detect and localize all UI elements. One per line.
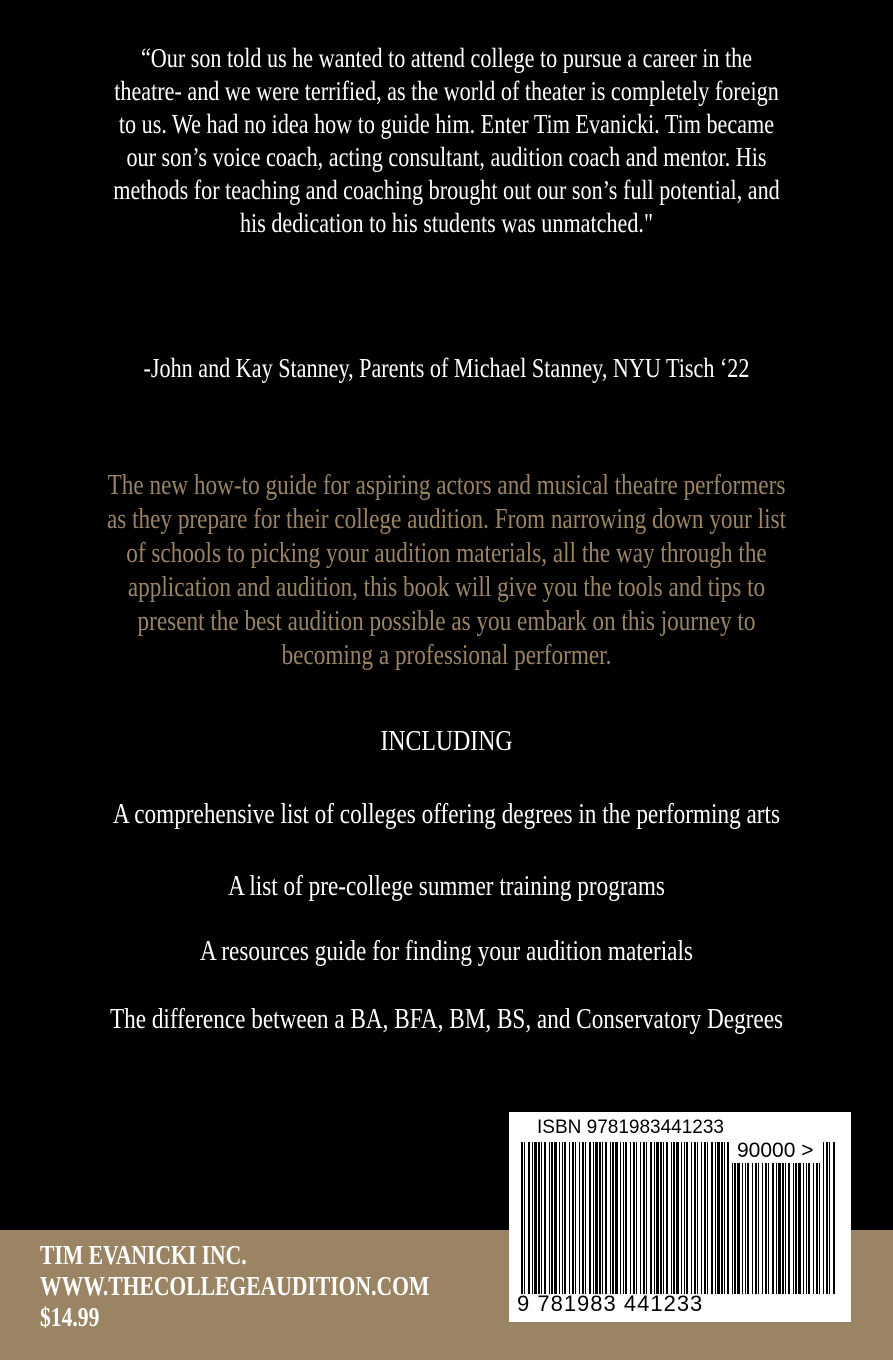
- barcode-bar: [663, 1142, 664, 1294]
- isbn-barcode: [509, 1112, 851, 1322]
- barcode-bar: [768, 1142, 769, 1294]
- barcode-bar: [623, 1142, 624, 1294]
- barcode-bar: [785, 1142, 786, 1294]
- feature-item: The difference between a BA, BFA, BM, BS, and Conservatory Degrees: [109, 1003, 784, 1035]
- barcode-bar: [717, 1142, 720, 1294]
- barcode-bar: [715, 1142, 716, 1294]
- barcode-bar: [782, 1142, 784, 1294]
- barcode-bar: [813, 1142, 814, 1294]
- barcode-bar: [666, 1142, 668, 1294]
- barcode-bar: [732, 1142, 733, 1294]
- barcode-bar: [816, 1142, 818, 1294]
- feature-item: A comprehensive list of colleges offering degrees in the performing arts: [112, 798, 780, 830]
- barcode-bar: [772, 1142, 774, 1294]
- barcode-bar: [742, 1142, 743, 1294]
- barcode-bar: [605, 1142, 607, 1294]
- barcode-bar: [826, 1142, 828, 1294]
- barcode-bar: [803, 1142, 804, 1294]
- barcode-bar: [704, 1142, 706, 1294]
- barcode-bar: [721, 1142, 723, 1294]
- barcode-bar: [551, 1142, 553, 1294]
- testimonial-quote-text: “Our son told us he wanted to attend college to pursue a career in the theatre- and we were terrified, as the world of theater is completely foreign to us. We had no idea how to guide him. Enter Tim Evanicki. Tim became our son’s voice coach, acting consultant, audition coach and mentor. His methods for teaching and coaching brought out our son’s full potential, and his dedication to his students was unmatched.": [113, 43, 780, 238]
- testimonial-quote: [105, 42, 788, 240]
- barcode-bar: [532, 1142, 533, 1294]
- barcode-bar: [559, 1142, 560, 1294]
- barcode-bar: [625, 1142, 627, 1294]
- barcode-bar: [620, 1142, 621, 1294]
- barcode-bars: [519, 1142, 841, 1294]
- barcode-bar: [697, 1142, 698, 1294]
- barcode-bar: [819, 1142, 820, 1294]
- barcode-bar: [724, 1142, 725, 1294]
- barcode-bar: [745, 1142, 746, 1294]
- barcode-bar: [833, 1142, 835, 1294]
- barcode-bar: [795, 1142, 797, 1294]
- barcode-bar: [575, 1142, 576, 1294]
- barcode-bar: [528, 1142, 530, 1294]
- barcode-bar: [765, 1142, 767, 1294]
- barcode-bar: [681, 1142, 682, 1294]
- barcode-bar: [684, 1142, 685, 1294]
- barcode-bar: [562, 1142, 563, 1294]
- barcode-bar: [654, 1142, 655, 1294]
- barcode-bar: [595, 1142, 598, 1294]
- barcode-bar: [676, 1142, 679, 1294]
- isbn-label: ISBN 9781983441233: [537, 1117, 724, 1138]
- barcode-bar: [758, 1142, 759, 1294]
- publisher-name: TIM EVANICKI INC.: [40, 1240, 247, 1270]
- barcode-bar: [544, 1142, 546, 1294]
- including-heading: INCLUDING: [380, 725, 513, 757]
- publisher-info: [40, 1240, 429, 1333]
- barcode-bar: [656, 1142, 659, 1294]
- barcode-bar: [691, 1142, 692, 1294]
- barcode-bar: [694, 1142, 696, 1294]
- barcode-bar: [808, 1142, 810, 1294]
- barcode-bar: [602, 1142, 603, 1294]
- barcode-bar: [572, 1142, 574, 1294]
- barcode-bar: [734, 1142, 736, 1294]
- barcode-bar: [646, 1142, 647, 1294]
- barcode-bar: [615, 1142, 618, 1294]
- barcode-bar: [534, 1142, 537, 1294]
- barcode-bar: [585, 1142, 586, 1294]
- barcode-bar: [737, 1142, 740, 1294]
- barcode-bar: [823, 1142, 824, 1294]
- barcode-bar: [755, 1142, 757, 1294]
- barcode-bar: [643, 1142, 645, 1294]
- barcode-bar: [701, 1142, 702, 1294]
- barcode-bar: [579, 1142, 580, 1294]
- barcode-bar: [762, 1142, 763, 1294]
- barcode-bar: [778, 1142, 781, 1294]
- barcode-bar: [582, 1142, 584, 1294]
- barcode-bar: [612, 1142, 614, 1294]
- barcode-bar: [793, 1142, 794, 1294]
- barcode-bar: [673, 1142, 675, 1294]
- publisher-website: WWW.THECOLLEGEAUDITION.COM: [40, 1271, 430, 1301]
- barcode-digits: 9 781983 441233: [517, 1291, 704, 1316]
- barcode-bar: [711, 1142, 713, 1294]
- barcode-bar: [541, 1142, 542, 1294]
- barcode-bar: [798, 1142, 801, 1294]
- barcode-bar: [640, 1142, 641, 1294]
- price-code: 90000 >: [731, 1139, 820, 1163]
- barcode-bar: [593, 1142, 594, 1294]
- barcode-bar: [549, 1142, 550, 1294]
- feature-item: A resources guide for finding your audition materials: [200, 935, 693, 967]
- book-description: The new how-to guide for aspiring actors and musical theatre performers as they prepare for their college audition. From narrowing down your list of schools to picking your audition materials, all the way through the application and audition, this book will give you the tools and tips to present the best audition possible as you embark on this journey to becoming a professional performer.: [106, 469, 787, 671]
- barcode-bar: [554, 1142, 557, 1294]
- barcode-bar: [660, 1142, 662, 1294]
- testimonial-attribution: -John and Kay Stanney, Parents of Michael Stanney, NYU Tisch ‘22: [143, 353, 750, 383]
- barcode-bar: [610, 1142, 611, 1294]
- barcode-bar: [630, 1142, 631, 1294]
- book-price: $14.99: [40, 1302, 100, 1332]
- barcode-bar: [671, 1142, 672, 1294]
- barcode-bar: [521, 1142, 523, 1294]
- barcode-bar: [538, 1142, 540, 1294]
- barcode-bar: [650, 1142, 652, 1294]
- barcode-bar: [686, 1142, 688, 1294]
- barcode-bar: [806, 1142, 807, 1294]
- barcode-bar: [633, 1142, 635, 1294]
- barcode-bar: [747, 1142, 749, 1294]
- feature-item: A list of pre-college summer training programs: [228, 870, 665, 902]
- barcode-bar: [727, 1142, 729, 1294]
- barcode-bar: [752, 1142, 753, 1294]
- barcode-bar: [776, 1142, 777, 1294]
- barcode-bar: [524, 1142, 525, 1294]
- barcode-bar: [707, 1142, 708, 1294]
- barcode-bar: [569, 1142, 570, 1294]
- barcode-bar: [564, 1142, 566, 1294]
- barcode-bar: [636, 1142, 637, 1294]
- barcode-bar: [788, 1142, 790, 1294]
- barcode-bar: [829, 1142, 830, 1294]
- barcode-bar: [599, 1142, 601, 1294]
- barcode-bar: [589, 1142, 591, 1294]
